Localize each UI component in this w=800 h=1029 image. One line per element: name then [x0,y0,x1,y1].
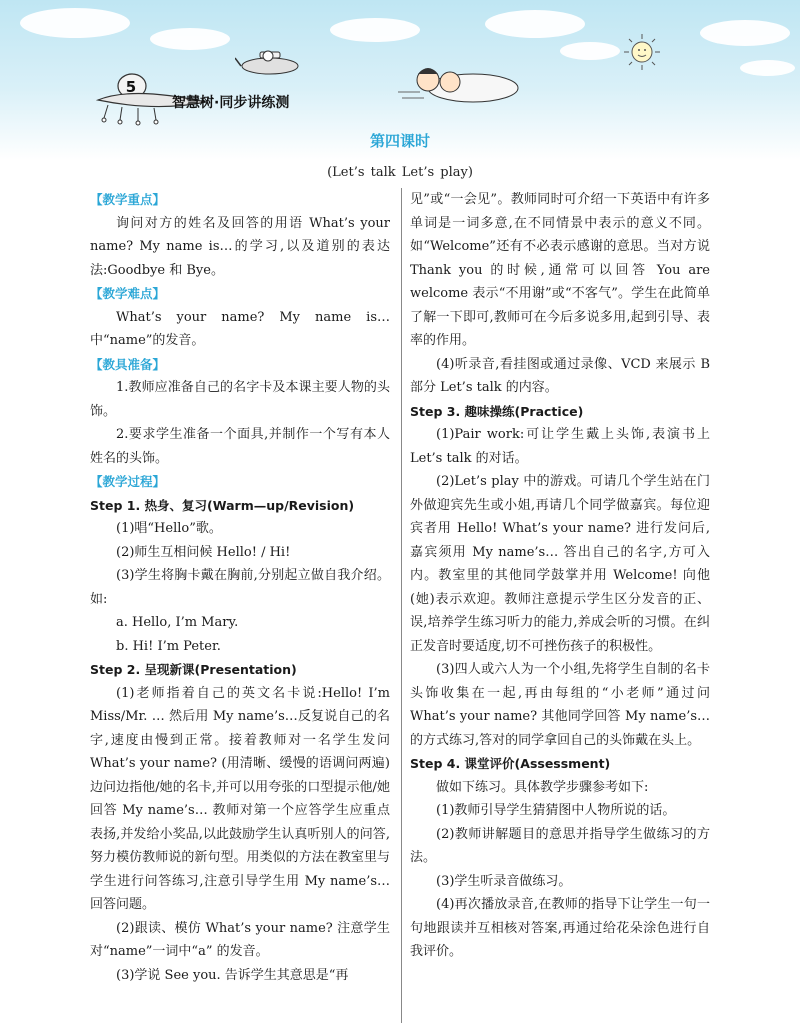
section-heading: 【教具准备】 [90,356,166,372]
paragraph: (1)老师指着自己的英文名卡说:Hello! I’m Miss/Mr. … 然后用 My name’s…反复说自己的名字,速度由慢到正常。接着教师对一名学生发问 What’s your name? (用清晰、缓慢的语调问两遍)边问边指他/她的名卡,并可以用夸张的口型提示他/她回答 My name’s… 教师对第一个应答学生应重点表扬,并发给小奖品,以此鼓励学生认真听别人的问答,努力模仿教师说的新句型。用类似的方法在教室里与学生进行问答练习,注意引导学生用 My name’s…回答问题。 [90,685,390,912]
paragraph: (2)教师讲解题目的意思并指导学生做练习的方法。 [410,826,710,865]
left-column [90,188,390,987]
paragraph: (3)四人或六人为一个小组,先将学生自制的名卡头饰收集在一起,再由每组的“小老师”通过问 What’s your name? 其他同学回答 My name’s… 的方式练习,答对的同学拿回自己的头饰戴在头上。 [410,662,710,748]
paragraph: (3)学说 See you. 告诉学生其意思是“再 [116,967,349,983]
paragraph: (1)Pair work:可让学生戴上头饰,表演书上 Let’s talk 的对话。 [410,427,710,466]
section-heading: 【教学难点】 [90,286,166,301]
paragraph: 询问对方的姓名及回答的用语 What’s your name? My name is…的学习,以及道别的表达法:Goodbye 和 Bye。 [90,215,390,278]
page-number: 5 [125,78,137,96]
step-heading: Step 1. 热身、复习(Warm—up/Revision) [90,497,355,513]
step-heading: Step 3. 趣味操练(Practice) [410,403,584,419]
series-title: 智慧树·同步讲练测 [172,95,290,111]
section-heading: 【教学过程】 [90,474,166,489]
paragraph: (1)唱“Hello”歌。 [116,521,222,536]
paragraph: 1.教师应准备自己的名字卡及本课主要人物的头饰。 [90,380,390,419]
paragraph: (3)学生将胸卡戴在胸前,分别起立做自我介绍。如: [90,568,390,607]
step-heading: Step 4. 课堂评价(Assessment) [410,756,611,771]
paragraph: 2.要求学生准备一个面具,并制作一个写有本人姓名的头饰。 [90,427,390,466]
sun-icon [622,32,662,72]
paragraph: What’s your name? My name is… 中“name”的发音。 [90,309,390,348]
cloud-decoration [700,20,790,46]
paragraph: (4)再次播放录音,在教师的指导下让学生一句一句地跟读并互相核对答案,再通过给花朵涂色进行自我评价。 [410,897,710,959]
cloud-decoration [560,42,620,60]
paragraph: (2)Let’s play 中的游戏。可请几个学生站在门外做迎宾先生或小姐,再请几个同学做嘉宾。每位迎宾者用 Hello! What’s your name? 进行发问后,嘉宾须用 My name’s… 答出自己的名字,方可入内。教室里的其他同学鼓掌并用 Welcome! 向他(她)表示欢迎。教师注意提示学生区分发音的正、误,培养学生练习听力的能力,养成会听的习惯。在纠正发音时要适度,切不可挫伤孩子的积极性。 [410,474,710,654]
paragraph: (4)听录音,看挂图或通过录像、VCD 来展示 B 部分 Let’s talk 的内容。 [410,356,710,395]
lesson-subtitle: (Let’s talk Let’s play) [327,165,473,180]
paragraph: (2)跟读、模仿 What’s your name? 注意学生对“name”一词中“a” 的发音。 [90,920,390,959]
cloud-decoration [150,28,230,50]
section-heading: 【教学重点】 [90,192,166,207]
cloud-decoration [485,10,585,38]
paragraph: a. Hello, I’m Mary. [116,615,239,630]
step-heading: Step 2. 呈现新课(Presentation) [90,662,297,677]
cloud-decoration [20,8,130,38]
right-column [410,188,710,964]
paragraph: (2)师生互相问候 Hello! / Hi! [116,544,291,560]
paragraph: 做如下练习。具体教学步骤参考如下: [436,779,649,795]
cloud-decoration [330,18,420,42]
paragraph: (1)教师引导学生猜猜图中人物所说的话。 [436,803,676,818]
paragraph: (3)学生听录音做练习。 [436,873,572,889]
column-divider [401,188,402,1023]
airplane-illustration [235,44,305,84]
paragraph: 见”或“一会见”。教师同时可介绍一下英语中有许多单词是一词多意,在不同情景中表示的意义不同。如“Welcome”还有不必表示感谢的意思。当对方说 Thank you 的时候,通常可以回答 You are welcome 表示“不用谢”或“不客气”。学生在此简单了解一下即可,教师可在今后多说多用,起到引导、表率的作用。 [410,192,710,348]
cloud-decoration [740,60,795,76]
children-rocket-illustration [398,58,528,108]
paragraph: b. Hi! I’m Peter. [116,638,221,654]
lesson-title: 第四课时 [369,132,430,150]
